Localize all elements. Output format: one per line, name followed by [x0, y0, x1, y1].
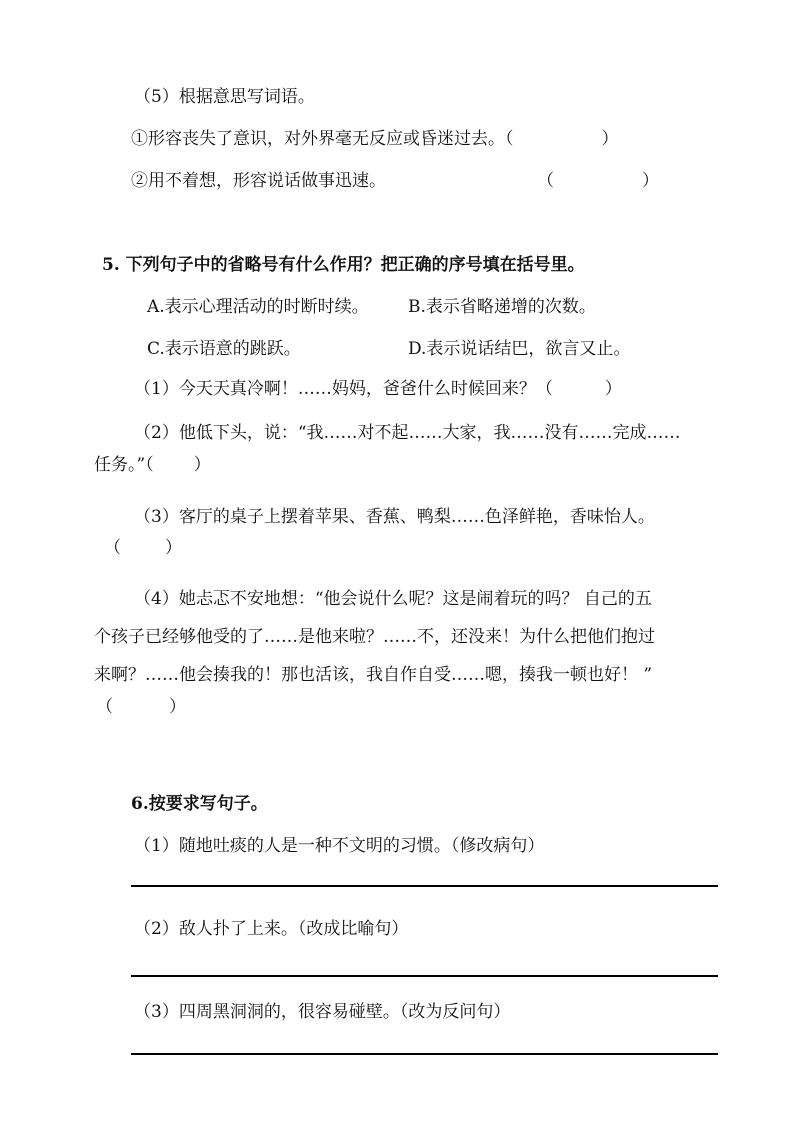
q5-option-c: C.表示语意的跳跃。: [147, 339, 301, 359]
answer-line-3[interactable]: [131, 1053, 718, 1055]
q6-sentence-3: （3）四周黑洞洞的，很容易碰壁。（改为反问句）: [134, 1002, 511, 1022]
q5-sentence-4-line-1: （4）她忐忑不安地想：“他会说什么呢？这是闹着玩的吗？ 自己的五: [134, 589, 652, 609]
q4-5-item-1: [131, 128, 619, 150]
answer-paren-open: （: [535, 379, 553, 399]
q6-sentence-2: （2）敌人扑了上来。（改成比喻句）: [134, 919, 409, 939]
q5-option-d: D.表示说话结巴，欲言又止。: [408, 339, 631, 359]
q5-sentence-2-line-1: （2）他低下头，说：“我……对不起……大家，我……没有……完成……: [134, 423, 681, 443]
q5-sentence-1-text: （1）今天天真冷啊！……妈妈，爸爸什么时候回来？: [134, 379, 536, 399]
q4-5-title: （5）根据意思写词语。: [134, 87, 315, 107]
q5-sentence-4-line-2: 个孩子已经够他受的了……是他来啦？……不，还没来！为什么把他们抱过: [94, 627, 655, 647]
answer-paren-close: ）: [601, 129, 619, 149]
answer-paren-open: （: [104, 538, 121, 558]
q5-sentence-4-answer: [96, 696, 186, 718]
answer-line-1[interactable]: [131, 885, 718, 887]
q5-sentence-2-line-2: [94, 454, 211, 476]
q6-sentence-1: （1）随地吐痰的人是一种不文明的习惯。（修改病句）: [134, 836, 545, 856]
answer-paren-close: ）: [604, 379, 622, 399]
answer-paren-close: ）: [642, 171, 659, 191]
answer-line-2[interactable]: [131, 975, 718, 977]
q6-heading: 6.按要求写句子。: [131, 794, 268, 814]
q4-5-item-1-text: ①形容丧失了意识，对外界毫无反应或昏迷过去。: [131, 129, 505, 149]
q4-5-item-2: ②用不着想，形容说话做事迅速。: [131, 171, 386, 191]
answer-paren-close: ）: [165, 538, 182, 558]
q5-sentence-3-line-1: （3）客厅的桌子上摆着苹果、香蕉、鸭梨……色泽鲜艳，香味怡人。: [134, 507, 655, 527]
answer-paren-open: （: [505, 129, 514, 149]
q5-sentence-2-text: 任务。”: [94, 455, 146, 475]
answer-paren-close: ）: [169, 697, 186, 717]
answer-paren-open: （: [145, 455, 154, 475]
q5-sentence-4-line-3: 来啊？……他会揍我的！那也活该，我自作自受……嗯，揍我一顿也好！ ”: [94, 665, 653, 685]
answer-paren-open: （: [96, 697, 113, 717]
answer-paren-open: （: [537, 171, 554, 191]
q5-sentence-3-answer: [104, 537, 182, 559]
q4-5-item-2-answer: [537, 170, 659, 192]
q5-heading: 5. 下列句子中的省略号有什么作用？把正确的序号填在括号里。: [102, 255, 585, 275]
q5-option-b: B.表示省略递增的次数。: [408, 297, 596, 317]
q5-sentence-1: [134, 378, 622, 400]
answer-paren-close: ）: [193, 455, 211, 475]
q5-option-a: A.表示心理活动的时断时续。: [147, 297, 369, 317]
